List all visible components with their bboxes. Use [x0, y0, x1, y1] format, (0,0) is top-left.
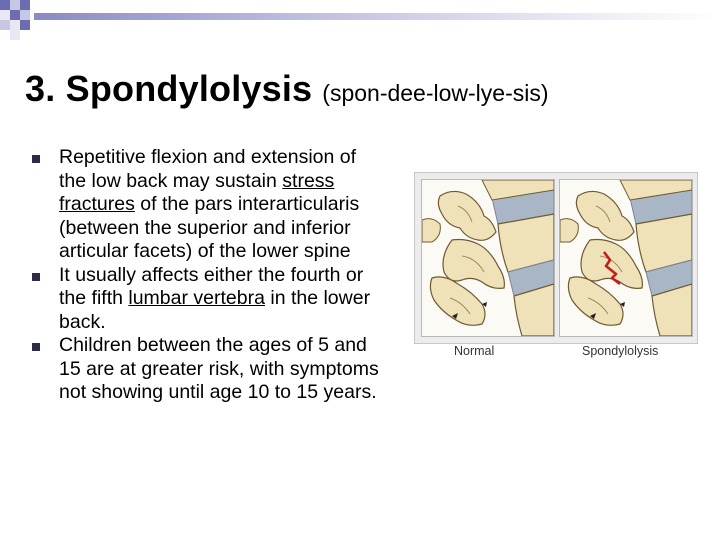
spondylolysis-spine-image: [559, 179, 693, 337]
bullet-text: of the pars interarticularis (between the superior and inferior articular facets) of the lower spine: [59, 193, 360, 262]
caption-spondylolysis: Spondylolysis: [582, 344, 659, 358]
title-pronunciation: (spon-dee-low-lye-sis): [322, 80, 549, 106]
normal-spine-image: [421, 179, 555, 337]
header-rule: [34, 13, 720, 20]
bullet-item: [32, 334, 382, 405]
spine-figure: [414, 172, 698, 344]
underlined-term: stress fractures: [59, 169, 335, 215]
underlined-term: lumbar vertebra: [128, 287, 265, 309]
bullet-marker-icon: [32, 343, 40, 351]
bullet-text: It usually affects either the fourth or the fifth: [59, 263, 364, 309]
bullet-marker-icon: [32, 155, 40, 163]
bullet-item: [32, 146, 382, 264]
bullet-text: Children between the ages of 5 and 15 are at greater risk, with symptoms not showing until age 10 to 15 years.: [59, 334, 379, 403]
caption-normal: Normal: [454, 344, 495, 358]
title-main: 3. Spondylolysis: [25, 68, 313, 109]
slide-title: [25, 68, 549, 110]
figure-captions: [414, 344, 696, 360]
bullet-item: [32, 264, 382, 335]
corner-decoration: [0, 0, 720, 40]
bullet-text: in the lower back.: [59, 287, 371, 333]
bullet-text: Repetitive flexion and extension of the low back may sustain: [59, 146, 357, 192]
bullet-marker-icon: [32, 273, 40, 281]
bullet-list: [32, 146, 382, 405]
